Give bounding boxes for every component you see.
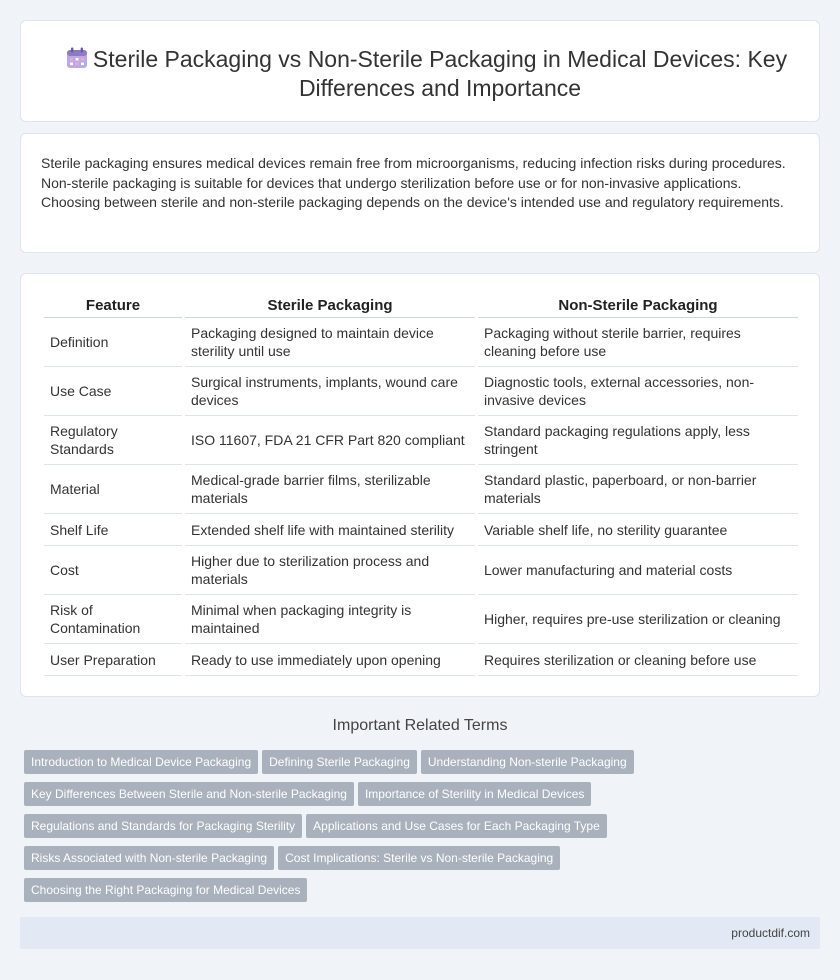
- table-row: [44, 367, 798, 416]
- related-term-tag[interactable]: Risks Associated with Non-sterile Packaging: [24, 846, 274, 870]
- table-row: [44, 546, 798, 595]
- non-sterile-cell: Standard plastic, paperboard, or non-barrier materials: [478, 465, 798, 514]
- related-term-tag[interactable]: Introduction to Medical Device Packaging: [24, 750, 258, 774]
- non-sterile-cell: Packaging without sterile barrier, requires cleaning before use: [478, 318, 798, 367]
- feature-cell: User Preparation: [44, 644, 182, 676]
- related-term-tag[interactable]: Understanding Non-sterile Packaging: [421, 750, 634, 774]
- intro-card: [20, 133, 820, 253]
- table-row: [44, 318, 798, 367]
- sterile-cell: Medical-grade barrier films, sterilizable materials: [185, 465, 475, 514]
- related-term-tag[interactable]: Choosing the Right Packaging for Medical Devices: [24, 878, 307, 902]
- non-sterile-cell: Higher, requires pre-use sterilization or cleaning: [478, 595, 798, 644]
- related-term-tag[interactable]: Applications and Use Cases for Each Packaging Type: [306, 814, 607, 838]
- feature-cell: Regulatory Standards: [44, 416, 182, 465]
- intro-paragraph: Sterile packaging ensures medical devices remain free from microorganisms, reducing infection risks during procedures. Non-sterile packaging is suitable for devices that undergo sterilization before use or for non-invasive applications. Choosing between sterile and non-sterile packaging depends on the device's intended use and regulatory requirements.: [41, 155, 786, 210]
- feature-cell: Use Case: [44, 367, 182, 416]
- related-term-tag[interactable]: Importance of Sterility in Medical Devices: [358, 782, 591, 806]
- table-row: [44, 514, 798, 546]
- feature-cell: Cost: [44, 546, 182, 595]
- footer-site-link[interactable]: productdif.com: [731, 926, 810, 940]
- non-sterile-cell: Standard packaging regulations apply, less stringent: [478, 416, 798, 465]
- title-card: [20, 20, 820, 122]
- feature-cell: Risk of Contamination: [44, 595, 182, 644]
- non-sterile-cell: Diagnostic tools, external accessories, non-invasive devices: [478, 367, 798, 416]
- table-row: [44, 595, 798, 644]
- related-terms-list: [24, 750, 824, 910]
- tag-row: [24, 782, 824, 814]
- sterile-cell: Extended shelf life with maintained sterility: [185, 514, 475, 546]
- tag-row: [24, 750, 824, 782]
- related-term-tag[interactable]: Key Differences Between Sterile and Non-sterile Packaging: [24, 782, 354, 806]
- header-sterile: Sterile Packaging: [185, 296, 475, 318]
- sterile-cell: Surgical instruments, implants, wound care devices: [185, 367, 475, 416]
- non-sterile-cell: Lower manufacturing and material costs: [478, 546, 798, 595]
- tag-row: [24, 878, 824, 910]
- related-term-tag[interactable]: Regulations and Standards for Packaging Sterility: [24, 814, 302, 838]
- tag-row: [24, 846, 824, 878]
- feature-cell: Definition: [44, 318, 182, 367]
- table-row: [44, 644, 798, 676]
- feature-cell: Shelf Life: [44, 514, 182, 546]
- related-term-tag[interactable]: Cost Implications: Sterile vs Non-sterile Packaging: [278, 846, 560, 870]
- feature-cell: Material: [44, 465, 182, 514]
- tag-row: [24, 814, 824, 846]
- table-header-row: [44, 296, 798, 318]
- comparison-table: [41, 296, 801, 676]
- footer-bar: [20, 917, 820, 949]
- table-row: [44, 416, 798, 465]
- related-term-tag[interactable]: Defining Sterile Packaging: [262, 750, 417, 774]
- sterile-cell: Packaging designed to maintain device sterility until use: [185, 318, 475, 367]
- comparison-card: [20, 273, 820, 697]
- header-non-sterile: Non-Sterile Packaging: [478, 296, 798, 318]
- non-sterile-cell: Variable shelf life, no sterility guarantee: [478, 514, 798, 546]
- related-terms-heading: Important Related Terms: [332, 717, 508, 734]
- sterile-cell: Minimal when packaging integrity is maintained: [185, 595, 475, 644]
- header-feature: Feature: [44, 296, 182, 318]
- sterile-cell: Higher due to sterilization process and materials: [185, 546, 475, 595]
- page-title: Sterile Packaging vs Non-Sterile Packaging in Medical Devices: Key Differences and Importance: [92, 46, 788, 101]
- sterile-cell: ISO 11607, FDA 21 CFR Part 820 compliant: [185, 416, 475, 465]
- non-sterile-cell: Requires sterilization or cleaning before use: [478, 644, 798, 676]
- table-row: [44, 465, 798, 514]
- sterile-cell: Ready to use immediately upon opening: [185, 644, 475, 676]
